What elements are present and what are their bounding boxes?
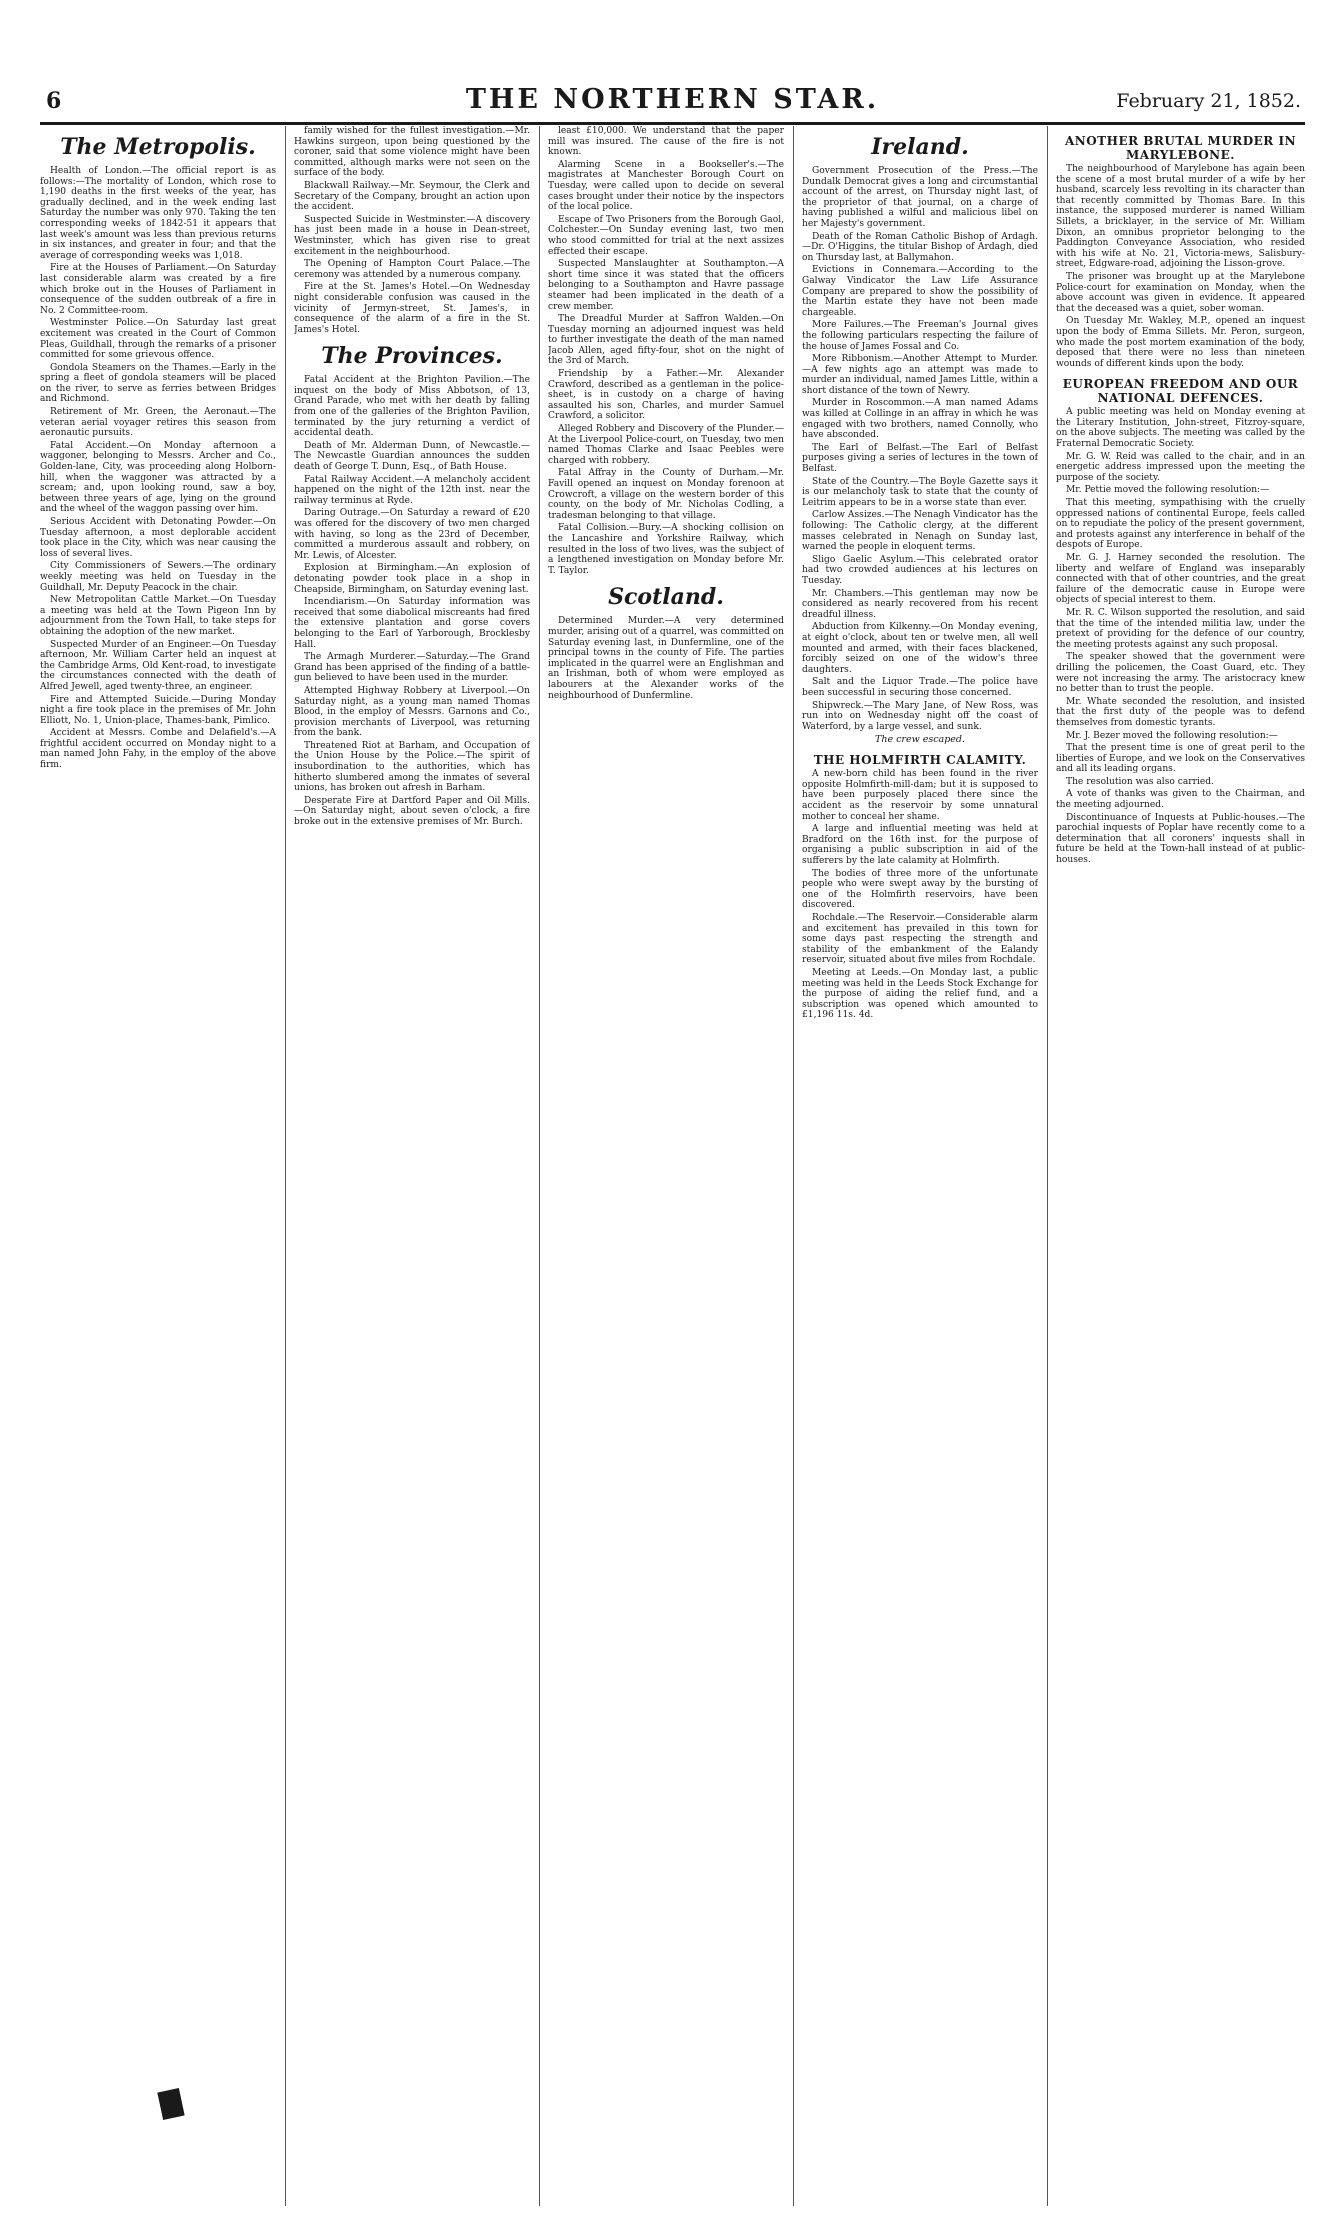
column-divider [539,126,540,2206]
article-paragraph: Suspected Suicide in Westminster.—A discovery has just been made in a house in Dean-street, Westminster, which has given rise to great excitement in the neighbourhood. [294,214,530,257]
article-paragraph: Fatal Accident at the Brighton Pavilion.—The inquest on the body of Miss Abbotson, of 13, Grand Parade, who met with her death by falling from one of the galleries of the Brighton Pavilion, terminated by the jury returning a verdict of accidental death. [294,375,530,439]
article-paragraph: Suspected Murder of an Engineer.—On Tuesday afternoon, Mr. William Carter held an inquest at the Cambridge Arms, Old Kent-road, to investigate the circumstances connected with the death of Alfred Jewell, aged twenty-three, an engineer. [40,639,276,692]
article-paragraph: Rochdale.—The Reservoir.—Considerable alarm and excitement has prevailed in this town for some days past respecting the strength and stability of the embankment of the Ealandy reservoir, situated about five miles from Rochdale. [802,913,1038,966]
article-paragraph: Salt and the Liquor Trade.—The police have been successful in securing those concerned. [802,677,1038,698]
article-paragraph: Attempted Highway Robbery at Liverpool.—On Saturday night, as a young man named Thomas Blood, in the employ of Messrs. Garnons and Co., provision merchants of Liverpool, was returning from the bank. [294,685,530,739]
article-paragraph: Fire at the St. James's Hotel.—On Wednesday night considerable confusion was caused in the vicinity of Jermyn-street, St. James's, in consequence of the alarm of a fire in the St. James's Hotel. [294,282,530,335]
page-number: 6 [46,88,62,114]
article-paragraph: The speaker showed that the government were drilling the policemen, the Coast Guard, etc. They were not increasing the army. The aristocracy knew no better than to trust the people. [1056,652,1305,695]
article-paragraph: Death of the Roman Catholic Bishop of Ardagh.—Dr. O'Higgins, the titular Bishop of Ardagh, died on Thursday last, at Ballymahon. [802,231,1038,263]
article-paragraph: The resolution was also carried. [1066,776,1214,787]
article-paragraph: Suspected Manslaughter at Southampton.—A short time since it was stated that the officers belonging to a Southampton and Havre passage steamer had been implicated in the death of a crew member. [548,259,784,312]
article-paragraph: Meeting at Leeds.—On Monday last, a public meeting was held in the Leeds Stock Exchange for the purpose of aiding the relief fund, and a subscription was opened which amounted to £1,196 11s. 4d. [802,967,1038,1021]
article-paragraph: Fatal Affray in the County of Durham.—Mr. Favill opened an inquest on Monday forenoon at Crowcroft, a village on the western border of this county, on the body of Mr. Nicholas Codling, a tradesman belonging to that village. [548,468,784,521]
article-heading-holmfirth: THE HOLMFIRTH CALAMITY. [813,753,1027,768]
column-scotland [548,126,784,2206]
article-paragraph: Determined Murder.—A very determined murder, arising out of a quarrel, was committed on Saturday evening last, in Dunfermline, one of the principal towns in the county of Fife. The parties implicated in the quarrel were an Englishman and an Irishman, both of whom were employed as labourers at the Alexander works of the neighbourhood of Dunfermline. [548,616,784,701]
column-ireland [802,126,1038,2206]
article-paragraph: The neighbourhood of Marylebone has again been the scene of a most brutal murder of a wife by her husband, scarcely less revolting in its character than that recently committed by Thomas Bare. In this instance, the supposed murderer is named William Sillets, a bricklayer, in the service of Mr. William Dixon, an omnibus proprietor belonging to the Paddington Conveyance Association, who resided with his wife at No. 21, Victoria-mews, Salisbury-street, Edgware-road, adjoining the Lisson-grove. [1056,164,1305,270]
section-heading-metropolis: The Metropolis. [60,134,256,160]
article-paragraph: Incendiarism.—On Saturday information was received that some diabolical miscreants had fired the extensive plantation and gorse covers belonging to the Earl of Yarborough, Brocklesby Hall. [294,597,530,650]
article-paragraph: The Armagh Murderer.—Saturday.—The Grand Grand has been apprised of the finding of a battle-gun believed to have been used in the murder. [294,652,530,684]
article-paragraph: Daring Outrage.—On Saturday a reward of £20 was offered for the discovery of two men charged with having, so long as the 23rd of December, committed a murderous assault and robbery, on Mr. Lewis, of Alcester. [294,508,530,561]
issue-date: February 21, 1852. [1116,90,1301,112]
article-paragraph: That the present time is one of great peril to the liberties of Europe, and we look on the Conservatives and all its leading organs. [1056,743,1305,775]
article-paragraph: The Earl of Belfast.—The Earl of Belfast purposes giving a series of lectures in the town of Belfast. [802,442,1038,475]
column-divider [1047,126,1048,2206]
article-paragraph: Blackwall Railway.—Mr. Seymour, the Clerk and Secretary of the Company, brought an action upon the accident. [294,180,530,213]
article-paragraph: Fire at the Houses of Parliament.—On Saturday last considerable alarm was created by a fire which broke out in the Houses of Parliament in consequence of the sudden outbreak of a fire in No. 2 Committee-room. [40,263,276,316]
article-paragraph: The Dreadful Murder at Saffron Walden.—On Tuesday morning an adjourned inquest was held to further investigate the death of the man named Jacob Allen, aged fifty-four, shot on the night of the 3rd of March. [548,314,784,367]
article-paragraph: Retirement of Mr. Green, the Aeronaut.—The veteran aerial voyager retires this season from aeronautic pursuits. [40,407,276,439]
column-provinces [294,126,530,2206]
article-paragraph: Fire and Attempted Suicide.—During Monday night a fire took place in the premises of Mr. John Elliott, No. 1, Union-place, Thames-bank, Pimlico. [40,694,276,726]
article-paragraph: More Failures.—The Freeman's Journal gives the following particulars respecting the failure of the house of James Fossal and Co. [802,320,1038,352]
article-paragraph: A public meeting was held on Monday evening at the Literary Institution, John-street, Fitzroy-square, on the above subjects. The meeting was called by the Fraternal Democratic Society. [1056,407,1305,450]
article-paragraph: Discontinuance of Inquests at Public-houses.—The parochial inquests of Poplar have recently come to a determination that all coroners' inquests shall in future be held at the Town-hall instead of at public-houses. [1056,812,1305,866]
article-paragraph: Threatened Riot at Barham, and Occupation of the Union House by the Police.—The spirit of insubordination to the authorities, which has hitherto slumbered among the inmates of several unions, has broken out afresh in Barham. [294,740,530,794]
article-paragraph: Mr. Pettie moved the following resolution:— [1066,485,1270,496]
article-paragraph: The prisoner was brought up at the Marylebone Police-court for examination on Monday, when the above account was given in evidence. It appeared that the deceased was a quiet, sober woman. [1056,271,1305,314]
section-heading-ireland: Ireland. [871,134,969,160]
columns [40,126,1305,2206]
column-divider [793,126,794,2206]
article-paragraph: More Ribbonism.—Another Attempt to Murder.—A few nights ago an attempt was made to murder an individual, named James Little, within a short distance of the town of Newry. [802,354,1038,396]
article-paragraph: Fatal Accident.—On Monday afternoon a waggoner, belonging to Messrs. Archer and Co., Golden-lane, City, was proceeding along Holborn-hill, when the waggoner was attracted by a scream; and, upon looking round, saw a boy, between three years of age, lying on the ground and the wheel of the waggon passing over him. [40,440,276,515]
article-paragraph: Westminster Police.—On Saturday last great excitement was created in the Court of Common Pleas, Guildhall, through the remarks of a prisoner committed for some grievous offence. [40,318,276,361]
crew-note: The crew escaped. [874,734,966,746]
article-paragraph: least £10,000. We understand that the paper mill was insured. The cause of the fire is not known. [548,126,784,158]
section-heading-provinces: The Provinces. [321,343,503,370]
article-paragraph: Mr. G. J. Harney seconded the resolution. The liberty and welfare of England was inseparably connected with that of other countries, and the great failure of the democratic cause in Europe were objects of special interest to them. [1056,553,1305,606]
article-paragraph: Accident at Messrs. Combe and Delafield's.—A frightful accident occurred on Monday night to a man named John Fahy, in the employ of the above firm. [40,728,276,771]
article-paragraph: Government Prosecution of the Press.—The Dundalk Democrat gives a long and circumstantial account of the arrest, on Thursday night last, of the proprietor of that journal, on a charge of having published a wilful and malicious libel on her Majesty's government. [802,166,1038,229]
article-paragraph: Shipwreck.—The Mary Jane, of New Ross, was run into on Wednesday night off the coast of Waterford, by a large vessel, and sunk. [802,700,1038,732]
article-paragraph: family wished for the fullest investigation.—Mr. Hawkins surgeon, upon being questioned by the coroner, said that some violence might have been committed, although marks were not seen on the surface of the body. [294,126,530,179]
article-paragraph: That this meeting, sympathising with the cruelly oppressed nations of continental Europe, feels called on to repudiate the policy of the present government, and protests against any interference in behalf of the despots of Europe. [1056,498,1305,551]
newspaper-title: THE NORTHERN STAR. [465,84,880,115]
article-paragraph: A large and influential meeting was held at Bradford on the 16th inst. for the purpose of organising a public subscription in aid of the sufferers by the late calamity at Holmfirth. [802,824,1038,867]
article-paragraph: Health of London.—The official report is as follows:—The mortality of London, which rose to 1,190 deaths in the first weeks of the year, has gradually declined, and in the week ending last Saturday the number was only 970. Taking the ten corresponding weeks of 1842-51 it appears that last week's amount was less than previous returns in six instances, and greater in four; and that the average of corresponding weeks was 1,018. [40,166,276,261]
article-paragraph: State of the Country.—The Boyle Gazette says it is our melancholy task to state that the county of Leitrim appears to be in a worse state than ever. [802,476,1038,508]
article-paragraph: Gondola Steamers on the Thames.—Early in the spring a fleet of gondola steamers will be placed on the river, to serve as ferries between Bridges and Richmond. [40,362,276,405]
article-paragraph: The Opening of Hampton Court Palace.—The ceremony was attended by a numerous company. [294,259,530,280]
article-paragraph: Mr. G. W. Reid was called to the chair, and in an energetic address impressed upon the meeting the purpose of the society. [1056,451,1305,483]
article-paragraph: Serious Accident with Detonating Powder.—On Tuesday afternoon, a most deplorable accident took place in the City, which was near causing the loss of several lives. [40,517,276,559]
article-paragraph: New Metropolitan Cattle Market.—On Tuesday a meeting was held at the Town Pigeon Inn by adjournment from the Town Hall, to take steps for obtaining the adoption of the new market. [40,595,276,637]
article-paragraph: Mr. J. Bezer moved the following resolution:— [1066,730,1278,741]
article-paragraph: On Tuesday Mr. Wakley, M.P., opened an inquest upon the body of Emma Sillets. Mr. Peron, surgeon, who made the post mortem examination of the body, deposed that there were no less than nineteen wounds of different kinds upon the body. [1056,316,1305,369]
article-paragraph: Fatal Collision.—Bury.—A shocking collision on the Lancashire and Yorkshire Railway, which resulted in the loss of two lives, was the subject of a lengthened investigation on Monday before Mr. T. Taylor. [548,523,784,576]
article-heading-marylebone: ANOTHER BRUTAL MURDER IN MARYLEBONE. [1064,134,1297,162]
article-paragraph: Alarming Scene in a Bookseller's.—The magistrates at Manchester Borough Court on Tuesday, were called upon to decide on several cases brought under their notice by the inspectors of the local police. [548,159,784,213]
article-heading-european-freedom: EUROPEAN FREEDOM AND OUR NATIONAL DEFENCES. [1062,377,1299,406]
article-paragraph: A vote of thanks was given to the Chairman, and the meeting adjourned. [1056,789,1305,811]
article-paragraph: Escape of Two Prisoners from the Borough Gaol, Colchester.—On Sunday evening last, two men who stood committed for trial at the next assizes effected their escape. [548,214,784,257]
masthead [40,80,1305,120]
article-paragraph: Explosion at Birmingham.—An explosion of detonating powder took place in a shop in Cheapside, Birmingham, on Saturday evening last. [294,563,530,595]
article-paragraph: Friendship by a Father.—Mr. Alexander Crawford, described as a gentleman in the police-sheet, is in custody on a charge of having assaulted his son, Charles, and murder Samuel Crawford, a solicitor. [548,369,784,422]
article-paragraph: City Commissioners of Sewers.—The ordinary weekly meeting was held on Tuesday in the Guildhall, Mr. Deputy Peacock in the chair. [40,561,276,593]
article-paragraph: Mr. R. C. Wilson supported the resolution, and said that the time of the intended militia law, under the pretext of providing for the defence of our country, the meeting protests against any such proposal. [1056,607,1305,650]
article-paragraph: Mr. Chambers.—This gentleman may now be considered as nearly recovered from his recent dreadful illness. [802,588,1038,620]
article-paragraph: Mr. Whate seconded the resolution, and insisted that the first duty of the people was to defend themselves from domestic tyrants. [1056,696,1305,728]
article-paragraph: Alleged Robbery and Discovery of the Plunder.—At the Liverpool Police-court, on Tuesday, two men named Thomas Clarke and Isaac Peebles were charged with robbery. [548,424,784,466]
column-divider [285,126,286,2206]
article-paragraph: Carlow Assizes.—The Nenagh Vindicator has the following: The Catholic clergy, at the different masses celebrated in Nenagh on Sunday last, warned the people in eloquent terms. [802,510,1038,553]
section-heading-scotland: Scotland. [608,584,724,611]
article-paragraph: Desperate Fire at Dartford Paper and Oil Mills.—On Saturday night, about seven o'clock, a fire broke out in the extensive premises of Mr. Burch. [294,795,530,828]
article-paragraph: Evictions in Connemara.—According to the Galway Vindicator the Law Life Assurance Company are prepared to show the possibility of the Martin estate they have not been made chargeable. [802,265,1038,318]
article-paragraph: A new-born child has been found in the river opposite Holmfirth-mill-dam; but it is supposed to have been purposely placed there since the accident as the reservoir by some unnatural mother to conceal her shame. [802,769,1038,822]
article-paragraph: Death of Mr. Alderman Dunn, of Newcastle.—The Newcastle Guardian announces the sudden death of George T. Dunn, Esq., of Bath House. [294,440,530,473]
column-metropolis [40,126,276,2206]
article-paragraph: The bodies of three more of the unfortunate people who were swept away by the bursting of one of the Holmfirth reservoirs, have been discovered. [802,868,1038,911]
article-paragraph: Abduction from Kilkenny.—On Monday evening, at eight o'clock, about ten or twelve men, all well mounted and armed, with their faces blackened, forcibly seized on one of the widow's three daughters. [802,622,1038,675]
masthead-rule [40,122,1305,125]
article-paragraph: Murder in Roscommon.—A man named Adams was killed at Collinge in an affray in which he was engaged with two brothers, named Connolly, who have absconded. [802,398,1038,441]
column-marylebone [1056,126,1305,2206]
article-paragraph: Fatal Railway Accident.—A melancholy accident happened on the night of the 12th inst. near the railway terminus at Ryde. [294,474,530,506]
article-paragraph: Sligo Gaelic Asylum.—This celebrated orator had two crowded audiences at his lectures on Tuesday. [802,554,1038,586]
